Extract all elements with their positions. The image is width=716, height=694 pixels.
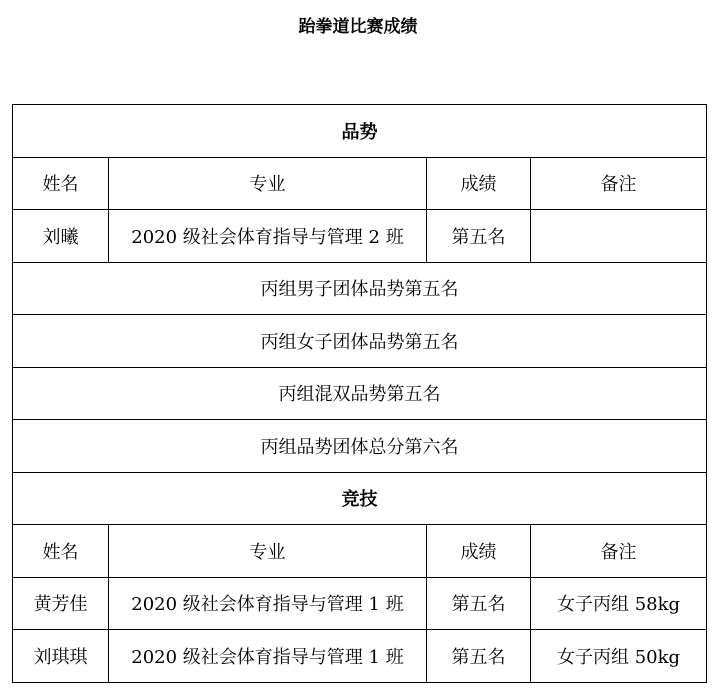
merged-row bbox=[13, 262, 707, 315]
cell-note: 女子丙组 58kg bbox=[531, 577, 707, 630]
header-major: 专业 bbox=[109, 525, 427, 578]
merged-row bbox=[13, 367, 707, 420]
section-heading-poomsae: 品势 bbox=[13, 105, 707, 158]
cell-result: 第五名 bbox=[427, 577, 531, 630]
header-name: 姓名 bbox=[13, 157, 109, 210]
cell-major: 2020 级社会体育指导与管理 1 班 bbox=[109, 577, 427, 630]
cell-note bbox=[531, 210, 707, 263]
cell-note: 女子丙组 50kg bbox=[531, 630, 707, 683]
header-major: 专业 bbox=[109, 157, 427, 210]
merged-row bbox=[13, 420, 707, 473]
header-result: 成绩 bbox=[427, 157, 531, 210]
results-table bbox=[12, 104, 707, 683]
header-note: 备注 bbox=[531, 157, 707, 210]
cell-name: 刘曦 bbox=[13, 210, 109, 263]
cell-result: 第五名 bbox=[427, 630, 531, 683]
document-title: 跆拳道比赛成绩 bbox=[298, 17, 418, 37]
table-row bbox=[13, 577, 707, 630]
header-note: 备注 bbox=[531, 525, 707, 578]
header-row bbox=[13, 525, 707, 578]
cell-name: 黄芳佳 bbox=[13, 577, 109, 630]
table-row bbox=[13, 210, 707, 263]
header-result: 成绩 bbox=[427, 525, 531, 578]
merged-cell: 丙组混双品势第五名 bbox=[13, 367, 707, 420]
cell-name: 刘琪琪 bbox=[13, 630, 109, 683]
section-heading-row bbox=[13, 105, 707, 158]
header-name: 姓名 bbox=[13, 525, 109, 578]
section-heading-sparring: 竞技 bbox=[13, 472, 707, 525]
merged-cell: 丙组男子团体品势第五名 bbox=[13, 262, 707, 315]
header-row bbox=[13, 157, 707, 210]
cell-major: 2020 级社会体育指导与管理 1 班 bbox=[109, 630, 427, 683]
section-heading-row bbox=[13, 472, 707, 525]
table-row bbox=[13, 630, 707, 683]
cell-major: 2020 级社会体育指导与管理 2 班 bbox=[109, 210, 427, 263]
merged-cell: 丙组女子团体品势第五名 bbox=[13, 315, 707, 368]
merged-row bbox=[13, 315, 707, 368]
cell-result: 第五名 bbox=[427, 210, 531, 263]
merged-cell: 丙组品势团体总分第六名 bbox=[13, 420, 707, 473]
